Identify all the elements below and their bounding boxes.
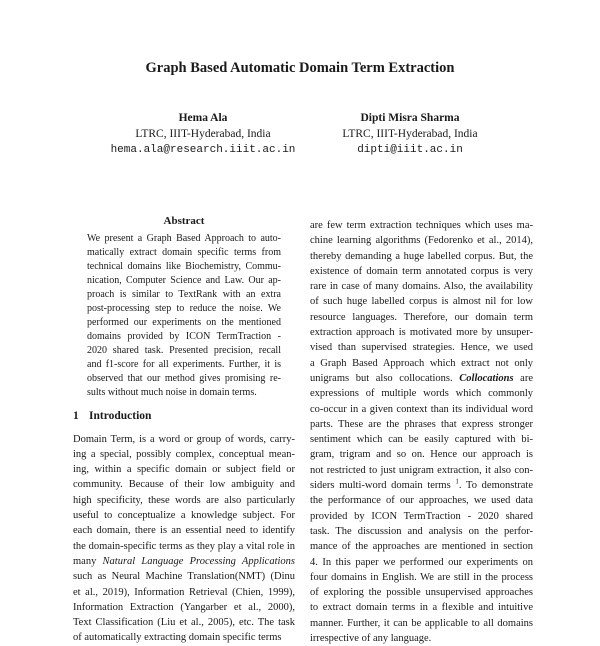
author-name: Hema Ala (178, 112, 228, 124)
author-name: Dipti Misra Sharma (360, 112, 460, 124)
text-line (310, 371, 533, 386)
text-line: 4. In this paper we performed our experiments on (310, 556, 533, 568)
abstract-line: and f1-score for all experiments. Further, it is (87, 359, 281, 371)
text-line: Domain Term, is a word or group of words, carry- (73, 433, 295, 445)
author-affiliation: LTRC, IIIT-Hyderabad, India (342, 128, 478, 140)
text-line: four domains in English. We are still in the process (310, 571, 533, 583)
text-line (310, 478, 533, 493)
text-line: the domain-specific terms as they play a vital role in (73, 540, 295, 552)
abstract-body (87, 232, 281, 400)
text-line: are few term extraction techniques which uses ma- (310, 220, 533, 231)
abstract-line: performed our experiments on the mentioned (87, 317, 281, 329)
text-line: irrespective of any language. (310, 633, 432, 645)
text-line: co-occur in a given context than its individual word (310, 403, 533, 415)
abstract-heading: Abstract (163, 215, 205, 227)
text-line: not restricted to just unigram extraction, it also con- (310, 464, 533, 476)
text-line: et al., 2019), Information Retrieval (Chien, 1999), (73, 586, 295, 598)
author-block-1 (93, 110, 313, 158)
text-fragment: siders multi-word domain terms (310, 480, 456, 492)
author-block-2 (300, 110, 520, 158)
left-column (73, 214, 295, 646)
text-line (73, 554, 295, 569)
text-line: to extract domain terms in a flexible and intuitive (310, 602, 533, 614)
text-fragment: unigrams but also collocations. (310, 372, 453, 384)
abstract-line: 2020 shared task. Presented precision, recall (87, 345, 281, 357)
text-line: vised than supervised strategies. Hence, we used (310, 342, 533, 354)
text-line: extraction approach is motivated more by unsuper- (310, 327, 533, 339)
text-fragment: . To demonstrate (458, 480, 533, 492)
text-line: the performance of our approaches, we used data (310, 495, 533, 507)
text-line: manner. Further, it can be applicable to all domains (310, 617, 533, 629)
text-line: each domain, there is an essential need to identify (73, 525, 295, 537)
text-line: rare in case of many domains. Also, the availability (310, 281, 533, 293)
text-line: task. The discussion and analysis on the perfor- (310, 525, 533, 537)
text-line: Text Classification (Liu et al., 2005), etc. The task (73, 617, 295, 629)
italic-term: Natural Language Processing Applications (102, 555, 296, 567)
text-line: ing a special, possibly complex, conceptual mean- (73, 448, 295, 460)
abstract-line: proach is similar to TextRank with an extra (87, 289, 281, 301)
text-line: thereby demanding a huge labelled corpus. But, the (310, 250, 533, 262)
abstract-line: sults without much noise in domain terms. (87, 387, 257, 399)
text-line: provided by ICON TermTraction - 2020 shared (310, 510, 533, 522)
abstract-line: nication, Computer Science and Law. Our ap- (87, 275, 281, 287)
intro-paragraph-continued (310, 218, 533, 646)
bold-italic-term: Collocations (459, 372, 514, 384)
footnote-marker: 1 (455, 477, 459, 486)
right-column (310, 218, 533, 646)
author-email: dipti@iiit.ac.in (357, 144, 463, 156)
intro-paragraph (73, 432, 295, 646)
text-line: of automatically extracting domain specific terms (73, 632, 282, 644)
text-line: Information Extraction (Yangarber et al., 2000), (73, 601, 295, 613)
text-fragment: many (73, 555, 103, 567)
text-line: such as Neural Machine Translation(NMT) (Dinu (73, 571, 295, 583)
abstract-line: post-processing step to reduce the noise. We (87, 303, 281, 315)
text-line: useful to conceptualize a knowledge subject. For (73, 510, 295, 522)
text-line: existence of domain term annotated corpus is very (310, 265, 533, 277)
section-number: 1 (73, 410, 79, 423)
abstract-line: technical domains like Biochemistry, Commu- (87, 261, 281, 273)
text-line: sentiment which can be easily captured with bi- (310, 434, 533, 446)
text-line: of such huge labelled corpus is almost nil for low (310, 296, 533, 308)
text-line: a Graph Based Approach which extract not only (310, 357, 533, 369)
text-line: high specificity, these words are also particularly (73, 494, 295, 506)
paper-title: Graph Based Automatic Domain Term Extraction (145, 60, 455, 76)
text-fragment: are (513, 372, 533, 384)
text-line: expressions of multiple words which commonly (310, 388, 533, 400)
abstract-line: observed that our method gives promising re- (87, 373, 281, 385)
section-title: Introduction (89, 410, 152, 423)
text-line: chine learning algorithms (Fedorenko et al., 2014), (310, 235, 533, 247)
author-email: hema.ala@research.iiit.ac.in (110, 144, 296, 156)
text-line: parts. These are the phrases that express stronger (310, 418, 533, 430)
abstract-line: We present a Graph Based Approach to auto- (87, 233, 281, 245)
abstract-line: matically extract domain specific terms from (87, 247, 281, 259)
author-affiliation: LTRC, IIIT-Hyderabad, India (135, 128, 271, 140)
text-line: resource languages. Therefore, our domain term (310, 311, 533, 323)
text-line: gram, trigram and so on. Hence our approach is (310, 449, 533, 461)
text-line: community. Because of their low ambiguity and (73, 479, 295, 491)
abstract-line: domains provided by ICON TermTraction - (87, 331, 281, 343)
text-line: of exploring the possible unsupervised approaches (310, 587, 533, 599)
text-line: ing, within a specific domain or subject field or (73, 464, 295, 476)
intro-heading (73, 409, 295, 424)
text-line: mance of the approaches are mentioned in section (310, 541, 533, 553)
